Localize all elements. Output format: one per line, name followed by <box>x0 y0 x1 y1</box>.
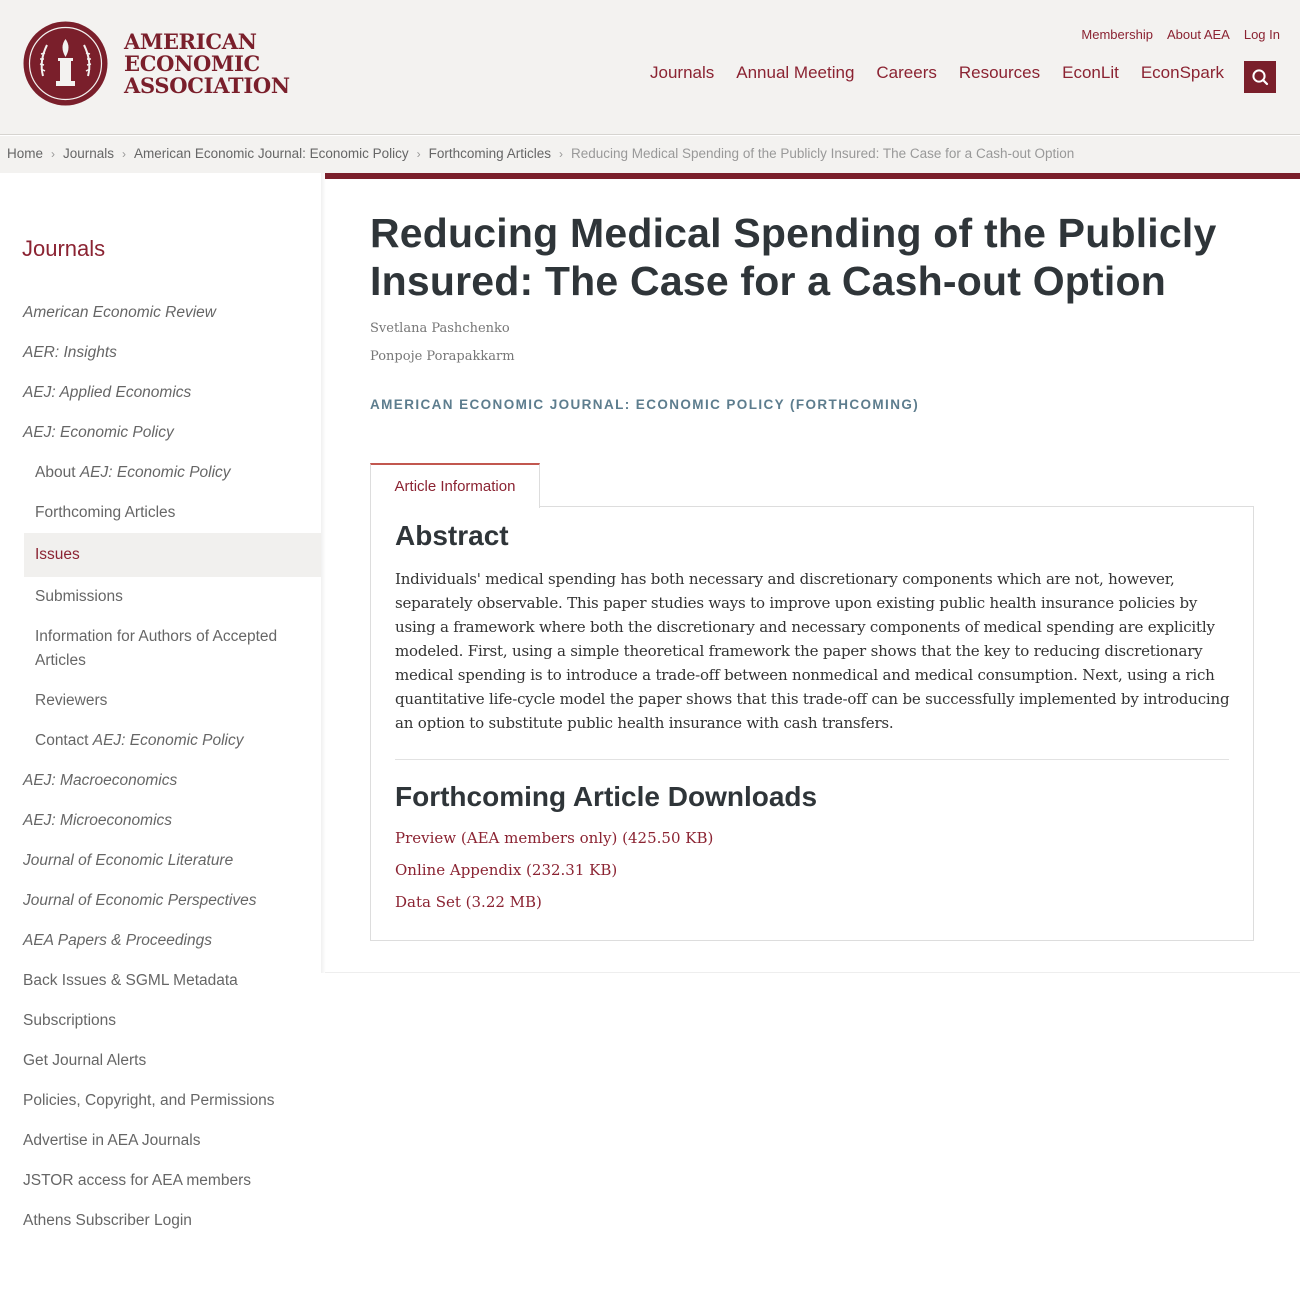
sidebar-item-issues[interactable]: Issues <box>24 533 321 577</box>
author-name[interactable]: Svetlana Pashchenko <box>370 321 510 336</box>
aea-wordmark <box>124 28 290 98</box>
sidebar-divider <box>321 173 326 973</box>
breadcrumb-home[interactable]: Home <box>7 146 44 161</box>
abstract-text: Individuals' medical spending has both necessary and discretionary components which are not, however, separately observable. This paper studies ways to improve upon existing public health insurance policies by using a framework where both the discretionary and necessary components of medical spending are explicitly modeled. First, using a simple theoretical framework the paper shows that the key to reducing discretionary medical spending is to introduce a trade-off between nonmedical and medical consumption. Next, using a rich quantitative life-cycle model the paper shows that this trade-off can be successfully implemented by introducing an option to substitute public health insurance with cash transfers. <box>395 570 1230 732</box>
abstract-heading: Abstract <box>395 520 509 551</box>
content-accent-bar <box>325 173 1300 179</box>
utility-link-membership[interactable]: Membership <box>1081 27 1153 42</box>
download-preview-link[interactable]: Preview (AEA members only) (425.50 KB) <box>395 829 714 847</box>
downloads-heading: Forthcoming Article Downloads <box>395 781 818 812</box>
sidebar-item-contact[interactable] <box>0 721 321 761</box>
sidebar-item-submissions[interactable]: Submissions <box>35 588 123 605</box>
sidebar-item-aej-policy[interactable]: AEJ: Economic Policy <box>23 424 174 441</box>
sidebar-item-back-issues[interactable]: Back Issues & SGML Metadata <box>23 972 238 989</box>
sidebar-item-label: About <box>35 464 80 481</box>
sidebar-item-alerts[interactable]: Get Journal Alerts <box>23 1052 147 1069</box>
sidebar-title: Journals <box>22 236 106 261</box>
chevron-right-icon: › <box>558 146 563 161</box>
nav-journals[interactable]: Journals <box>650 63 715 82</box>
section-divider <box>395 759 1229 760</box>
sidebar-list <box>0 293 321 1241</box>
breadcrumb-current: Reducing Medical Spending of the Publicly Insured: The Case for a Cash-out Option <box>570 146 1075 161</box>
chevron-right-icon: › <box>51 146 56 161</box>
aea-logo[interactable] <box>23 21 290 106</box>
nav-careers[interactable]: Careers <box>876 63 937 82</box>
sidebar-item-papers-proceedings[interactable]: AEA Papers & Proceedings <box>23 932 212 949</box>
aea-seal-icon <box>23 21 108 106</box>
tab-article-information[interactable]: Article Information <box>370 463 540 508</box>
wordmark-line-1: AMERICAN <box>124 28 257 54</box>
sidebar-item-label-journal: AEJ: Economic Policy <box>92 732 244 749</box>
sidebar-item-aej-applied[interactable]: AEJ: Applied Economics <box>23 384 192 401</box>
download-appendix-link[interactable]: Online Appendix (232.31 KB) <box>395 861 618 879</box>
utility-nav <box>1081 27 1280 42</box>
chevron-right-icon: › <box>416 146 421 161</box>
site-header <box>0 0 1300 135</box>
nav-econspark[interactable]: EconSpark <box>1140 63 1225 82</box>
search-button[interactable] <box>1244 61 1276 93</box>
sidebar-item-label: Contact <box>35 732 93 749</box>
sidebar-item-info-authors[interactable]: Information for Authors of Accepted Articles <box>35 628 278 669</box>
utility-link-log-in[interactable]: Log In <box>1243 27 1280 42</box>
nav-resources[interactable]: Resources <box>958 63 1041 82</box>
chevron-right-icon: › <box>122 146 127 161</box>
sidebar-item-subscriptions[interactable]: Subscriptions <box>23 1012 117 1029</box>
content-bottom-rule <box>325 972 1300 973</box>
wordmark-line-2: ECONOMIC <box>124 50 260 76</box>
nav-econlit[interactable]: EconLit <box>1062 63 1119 82</box>
breadcrumb-aej-policy[interactable]: American Economic Journal: Economic Policy <box>134 146 409 161</box>
sidebar-item-advertise[interactable]: Advertise in AEA Journals <box>23 1132 201 1149</box>
author-name[interactable]: Ponpoje Porapakkarm <box>370 349 515 364</box>
sidebar-item-label-journal: AEJ: Economic Policy <box>79 464 231 481</box>
journal-label[interactable]: AMERICAN ECONOMIC JOURNAL: ECONOMIC POLICY (FORTHCOMING) <box>370 397 920 412</box>
page-title: Reducing Medical Spending of the Publicly Insured: The Case for a Cash-out Option <box>370 210 1217 304</box>
sidebar-item-aej-micro[interactable]: AEJ: Microeconomics <box>23 812 173 829</box>
sidebar-item-reviewers[interactable]: Reviewers <box>35 692 108 709</box>
sidebar-item-jel[interactable]: Journal of Economic Literature <box>23 852 234 869</box>
sidebar-item-policies[interactable]: Policies, Copyright, and Permissions <box>23 1092 275 1109</box>
utility-link-about-aea[interactable]: About AEA <box>1166 27 1230 42</box>
sidebar-item-forthcoming[interactable]: Forthcoming Articles <box>35 504 176 521</box>
sidebar-item-aer[interactable]: American Economic Review <box>23 304 216 321</box>
sidebar-item-athens[interactable]: Athens Subscriber Login <box>23 1212 192 1229</box>
sidebar-item-aer-insights[interactable]: AER: Insights <box>23 344 117 361</box>
download-dataset-link[interactable]: Data Set (3.22 MB) <box>395 893 542 911</box>
nav-annual-meeting[interactable]: Annual Meeting <box>736 63 855 82</box>
search-icon <box>1251 68 1269 86</box>
wordmark-line-3: ASSOCIATION <box>124 72 290 98</box>
sidebar-item-jstor[interactable]: JSTOR access for AEA members <box>23 1172 251 1189</box>
sidebar-item-aej-macro[interactable]: AEJ: Macroeconomics <box>23 772 178 789</box>
breadcrumb <box>0 136 1300 173</box>
sidebar-item-jep[interactable]: Journal of Economic Perspectives <box>23 892 257 909</box>
breadcrumb-forthcoming[interactable]: Forthcoming Articles <box>428 146 551 161</box>
main-nav <box>650 63 1246 83</box>
sidebar-item-about-aej-policy[interactable] <box>0 453 321 493</box>
breadcrumb-journals[interactable]: Journals <box>63 146 115 161</box>
